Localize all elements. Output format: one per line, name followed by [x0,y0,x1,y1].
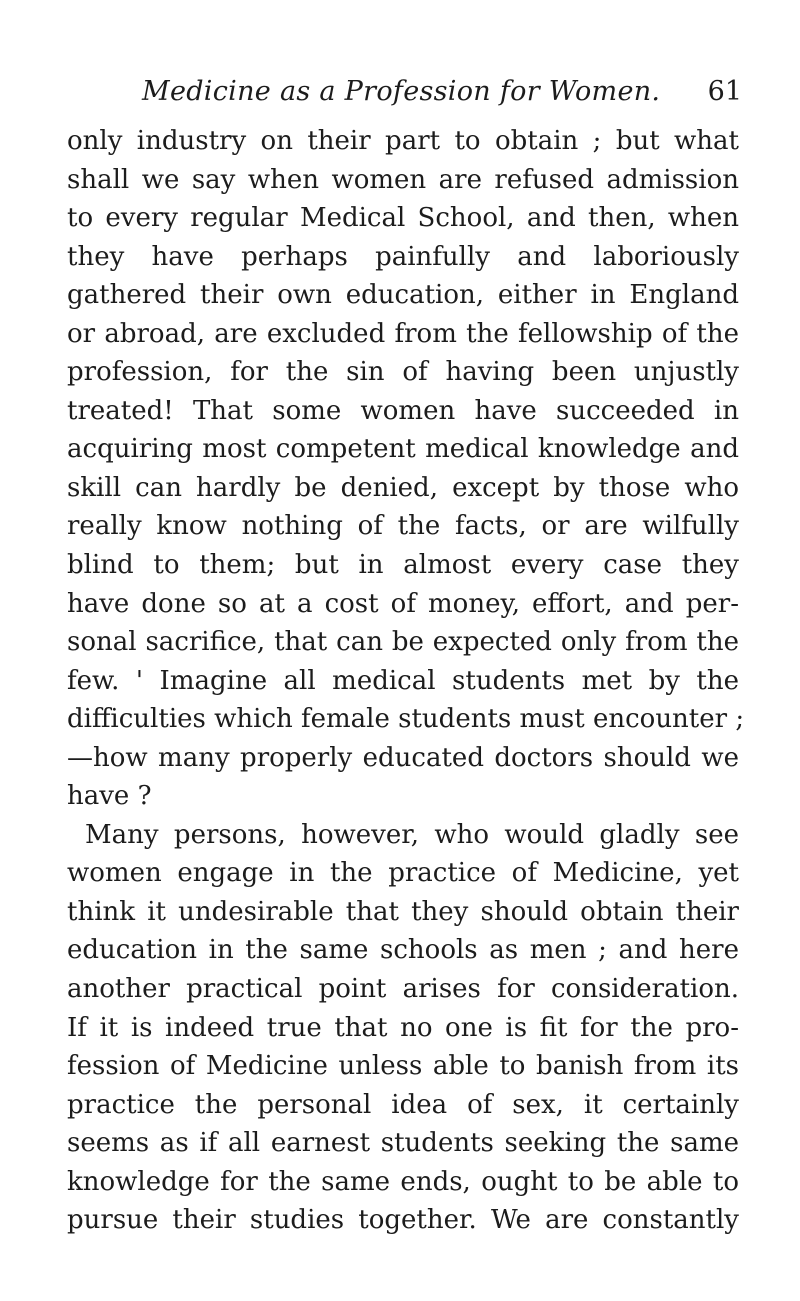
text-line: education in the same schools as men ; and here [67,935,739,966]
text-line: If it is indeed true that no one is fit for the pro- [67,1012,739,1043]
text-line: fession of Medicine unless able to banish from its [67,1051,739,1082]
text-line: pursue their studies together. We are constantly [67,1205,739,1236]
text-line: women engage in the practice of Medicine, yet [67,858,739,889]
text-line: think it undesirable that they should obtain their [67,896,739,927]
text-line: shall we say when women are refused admission [67,164,739,195]
text-line: practice the personal idea of sex, it certainly [67,1089,739,1120]
running-head-title: Medicine as a Profession for Women. [142,76,661,107]
text-line: really know nothing of the facts, or are wilfully [67,511,739,542]
running-head [142,72,742,112]
text-line: only industry on their part to obtain ; but what [67,126,739,156]
text-line: blind to them; but in almost every case they [67,550,739,581]
text-line: skill can hardly be denied, except by those who [67,472,739,503]
text-line: or abroad, are excluded from the fellowship of the [67,318,739,349]
text-line: seems as if all earnest students seeking the same [67,1128,739,1159]
text-line: knowledge for the same ends, ought to be able to [67,1166,739,1197]
text-line: treated! That some women have succeeded in [67,395,739,426]
text-line: sonal sacrifice, that can be expected only from the [67,627,739,658]
text-line: have done so at a cost of money, effort, and per- [67,588,739,619]
text-line: to every regular Medical School, and then, when [67,203,739,234]
text-line: another practical point arises for consideration. [67,974,739,1005]
page-number: 61 [707,76,742,107]
text-line: they have perhaps painfully and laboriously [67,241,739,272]
text-line: acquiring most competent medical knowledge and [67,434,739,465]
text-line: have ? [67,781,152,812]
text-line: few. ' Imagine all medical students met by the [67,665,739,696]
text-line: Many persons, however, who would gladly see [85,819,739,850]
text-line: profession, for the sin of having been unjustly [67,357,739,388]
text-line: difficulties which female students must encounter ; [67,704,745,735]
text-line: —how many properly educated doctors should we [67,742,739,773]
body-text [67,122,745,1240]
text-line: gathered their own education, either in England [67,280,739,311]
